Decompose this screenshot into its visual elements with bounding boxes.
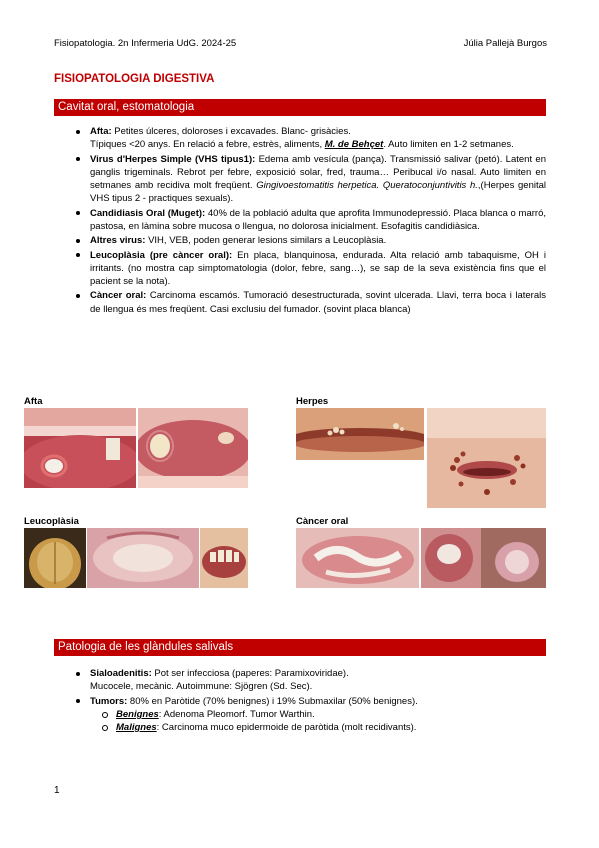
herpes-photo-lip — [296, 408, 424, 460]
section-heading-salivary: Patologia de les glàndules salivals — [54, 639, 546, 656]
list-item-candidiasis: Candidiasis Oral (Muget): 40% de la població adulta que aprofita Immunodepressió. Placa blanca o marró, pastosa, en làmina sobre mucosa o llengua, no dolorosa inicialment. Esofagitis candidiàsica. — [76, 207, 546, 233]
term-herpes: Virus d'Herpes Simple (VHS tipus1): — [90, 153, 256, 165]
term-sialoadenitis: Sialoadenitis: — [90, 668, 152, 679]
list-item-leucoplasia: Leucoplàsia (pre càncer oral): En placa, blanquinosa, endurada. Alta relació amb tabaquisme, OH i irritants. (no mostra cap simptomatologia (dolor, febre, sang…), se sap de la seva existència fins que el pacient se la nota). — [76, 249, 546, 289]
cancer-photo-tongue — [296, 528, 419, 588]
term-benignes: Benignes — [116, 708, 159, 720]
term-candidiasis: Candidiasis Oral (Muget): — [90, 207, 206, 219]
list-item-sialoadenitis: Sialoadenitis: Pot ser infecciosa (paperes: Paramixoviridae). Mucocele, mecànic. Autoimmune: Sjögren (Sd. Sec). — [76, 667, 546, 693]
label-herpes: Herpes — [296, 396, 329, 407]
leucoplasia-photo-lip — [200, 528, 248, 588]
term-cancer-oral: Càncer oral: — [90, 290, 147, 302]
header-course: Fisiopatologia. 2n Infermeria UdG. 2024-25 — [54, 38, 237, 49]
list-item-tumors: Tumors: 80% en Paròtide (70% benignes) i 19% Submaxilar (50% benignes). Benignes: Adenoma Pleomorf. Tumor Warthin. Malignes: Carcinoma muco epidermoide de paròtida (molt recidivants). — [76, 695, 546, 735]
afta-photo-lip — [24, 408, 136, 488]
label-afta: Afta — [24, 396, 43, 407]
term-afta: Afta: — [90, 126, 112, 137]
label-leucoplasia: Leucoplàsia — [24, 516, 79, 527]
leucoplasia-photo-palate — [87, 528, 199, 588]
page-number: 1 — [54, 785, 60, 796]
sub-item-benignes: Benignes: Adenoma Pleomorf. Tumor Warthin. — [90, 708, 546, 721]
term-leucoplasia: Leucoplàsia (pre càncer oral): — [90, 249, 233, 261]
herpes-photo-face — [427, 408, 546, 508]
cancer-photo-lesion — [421, 528, 546, 588]
page-title: FISIOPATOLOGIA DIGESTIVA — [54, 73, 215, 85]
behcet-emphasis: M. de Behçet — [324, 139, 384, 151]
list-item-herpes: Virus d'Herpes Simple (VHS tipus1): Edema amb vesícula (pança). Transmissió salivar (petó). Latent en ganglis trigeminals. Rebrot per febre, exposició solar, fred, trauma… Peribucal i/o nasal. Auto limiten en setmanes amb recidiva molt freqüent. Gingivoestomatitis herpetica. Queratoconjuntivitis h.,(Herpes genital VHS tipus 2 - practiques sexuals). — [76, 153, 546, 206]
oral-pathology-list — [76, 125, 546, 317]
leucoplasia-photo-tongue — [24, 528, 86, 588]
afta-photo-tongue — [138, 408, 248, 488]
label-cancer-oral: Càncer oral — [296, 516, 349, 527]
tumor-types-list — [90, 708, 546, 734]
term-malignes: Malignes — [116, 722, 157, 733]
section-heading-oral: Cavitat oral, estomatologia — [54, 99, 546, 116]
sub-item-malignes: Malignes: Carcinoma muco epidermoide de paròtida (molt recidivants). — [90, 721, 546, 734]
term-tumors: Tumors: — [90, 695, 128, 707]
list-item-afta: Afta: Petites úlceres, doloroses i excavades. Blanc- grisàcies. Típiques <20 anys. En relació a febre, estrès, aliments, M. de Behçet. Auto limiten en 1-2 setmanes. — [76, 125, 546, 151]
header-author: Júlia Pallejà Burgos — [463, 38, 547, 49]
list-item-cancer-oral: Càncer oral: Carcinoma escamós. Tumoració desestructurada, sovint ulcerada. Llavi, terra boca i laterals de llengua és mes freqüent. Casi exclusiu del fumador. (sovint placa blanca) — [76, 289, 546, 315]
salivary-pathology-list — [76, 667, 546, 735]
term-altres-virus: Altres virus: — [90, 235, 146, 247]
list-item-altres-virus: Altres virus: VIH, VEB, poden generar lesions similars a Leucoplàsia. — [76, 234, 546, 247]
